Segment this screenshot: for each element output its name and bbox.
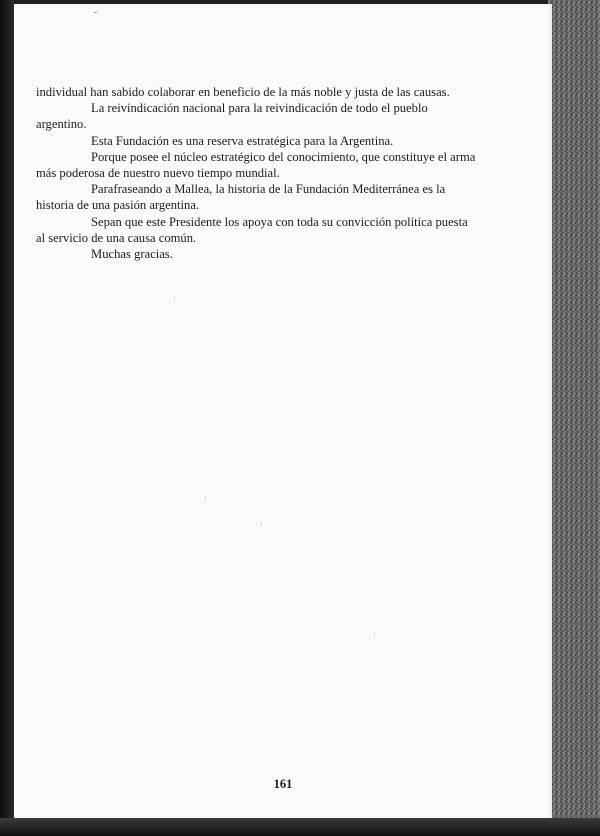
paragraph-5: Parafraseando a Mallea, la historia de la Fundación Mediterránea es la historia de una pasión argentina. — [36, 182, 446, 213]
scan-speck — [174, 297, 175, 298]
scan-border-right — [548, 0, 600, 836]
scan-border-bottom — [0, 818, 600, 836]
paragraph-2: La reivindicación nacional para la reivindicación de todo el pueblo argentino. — [36, 101, 428, 132]
paragraph-1: individual han sabido colaborar en beneficio de la más noble y justa de las causas. — [36, 85, 450, 99]
body-text — [36, 84, 476, 262]
paragraph-3: Esta Fundación es una reserva estratégica para la Argentina. — [91, 133, 394, 148]
paragraph-4: Porque posee el núcleo estratégico del conocimiento, que constituye el arma más poderosa de nuestro nuevo tiempo mundial. — [36, 149, 476, 181]
paragraph-6: Sepan que este Presidente los apoya con toda su convicción política puesta al servicio de una causa común. — [36, 214, 468, 245]
page-number: 161 — [273, 777, 293, 791]
scan-speck — [205, 497, 206, 498]
scan-speck — [261, 523, 262, 524]
scan-speck — [94, 12, 97, 13]
document-page — [14, 4, 552, 818]
paragraph-7: Muchas gracias. — [91, 247, 173, 262]
scan-speck — [374, 633, 375, 634]
scan-border-left — [0, 0, 14, 836]
